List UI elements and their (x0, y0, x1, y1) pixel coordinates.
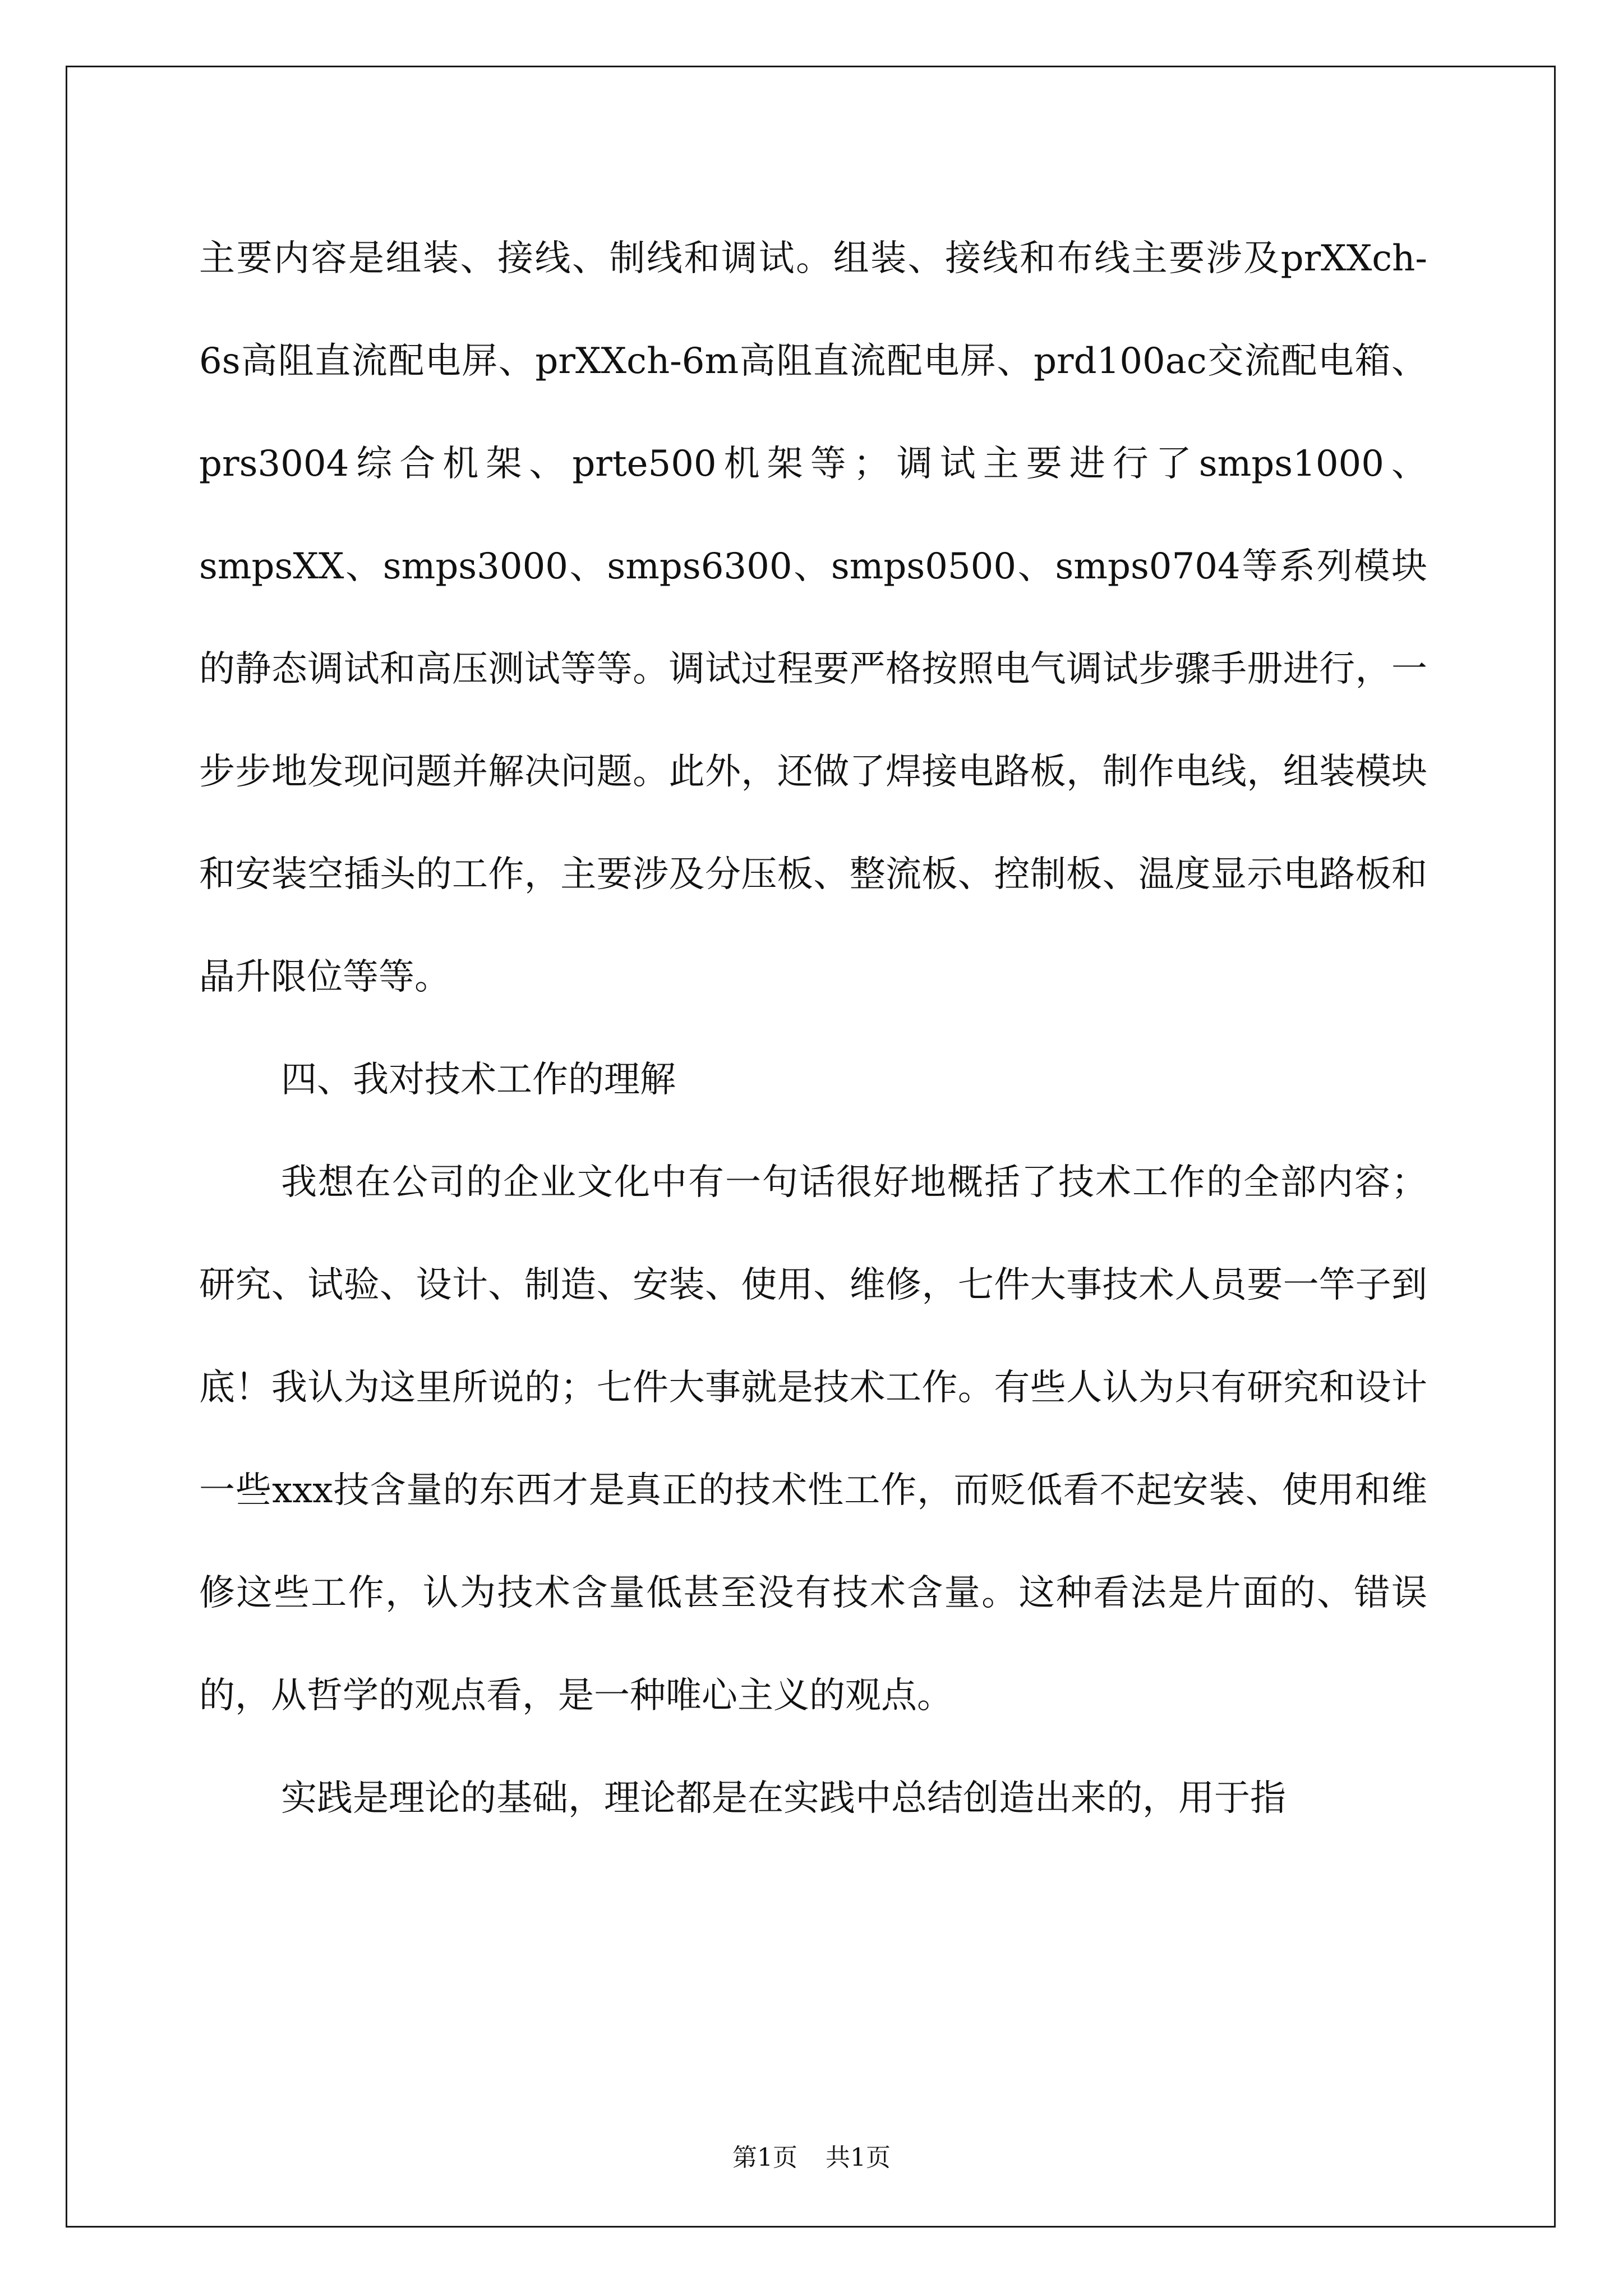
page-total: 共1页 (826, 2143, 891, 2172)
paragraph-corporate-culture: 我想在公司的企业文化中有一句话很好地概括了技术工作的全部内容；研究、试验、设计、制造、安装、使用、维修，七件大事技术人员要一竿子到底！我认为这里所说的；七件大事就是技术工作。有些人认为只有研究和设计一些xxx技含量的东西才是真正的技术性工作，而贬低看不起安装、使用和维修这些工作，认为技术含量低甚至没有技术含量。这种看法是片面的、错误的，从哲学的观点看，是一种唯心主义的观点。 (199, 1162, 1427, 1717)
section-heading-technical-understanding: 四、我对技术工作的理解 (281, 1059, 676, 1101)
page-footer (0, 2137, 1623, 2173)
paragraph-practice-theory: 实践是理论的基础，理论都是在实践中总结创造出来的，用于指 (281, 1778, 1286, 1819)
page-number: 第1页 (732, 2143, 797, 2172)
document-body (199, 208, 1427, 1850)
paragraph-assembly-work: 主要内容是组装、接线、制线和调试。组装、接线和布线主要涉及prXXch-6s高阻直流配电屏、prXXch-6m高阻直流配电屏、prd100ac交流配电箱、prs3004综合机架、prte500机架等；调试主要进行了smps1000、smpsXX、smps3000、smps6300、smps0500、smps0704等系列模块的静态调试和高压测试等等。调试过程要严格按照电气调试步骤手册进行，一步步地发现问题并解决问题。此外，还做了焊接电路板，制作电线，组装模块和安装空插头的工作，主要涉及分压板、整流板、控制板、温度显示电路板和晶升限位等等。 (199, 238, 1427, 998)
